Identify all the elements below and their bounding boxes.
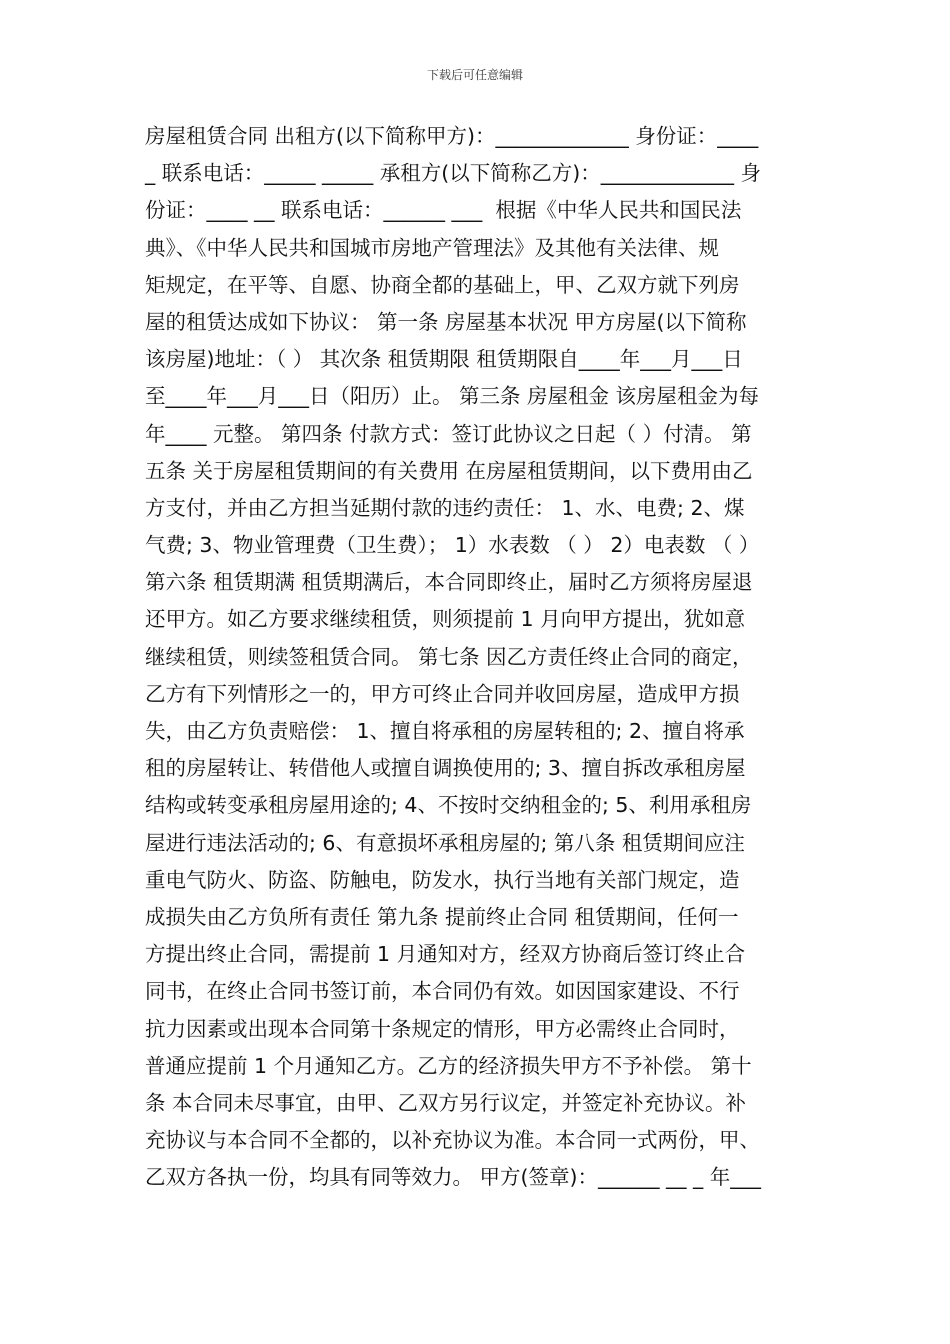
text-line: _ 联系电话：_____ _____ 承租方(以下简称乙方)：_____________ 身 [145,161,762,186]
text-line: 乙方有下列情形之一的，甲方可终止合同并收回房屋，造成甲方损 [145,681,740,706]
text-line: 第六条 租赁期满 租赁期满后，本合同即终止，届时乙方须将房屋退 [145,570,753,595]
text-line: 充协议与本合同不全都的，以补充协议为准。本合同一式两份，甲、 [145,1128,760,1153]
text-line: 屋进行违法活动的; 6、有意损坏承租房屋的; 第八条 租赁期间应注 [145,830,745,855]
text-line: 矩规定，在平等、自愿、协商全都的基础上，甲、乙双方就下列房 [145,272,740,297]
text-line: 该房屋)地址：（ ） 其次条 租赁期限 租赁期限自____年___月___日 [145,347,743,372]
text-line: 结构或转变承租房屋用途的; 4、不按时交纳租金的; 5、利用承租房 [145,793,752,818]
text-line: 典》、《中华人民共和国城市房地产管理法》及其他有关法律、规 [145,235,719,260]
text-line: 五条 关于房屋租赁期间的有关费用 在房屋租赁期间，以下费用由乙 [145,458,753,483]
page-header: 下载后可任意编辑 [426,68,523,82]
text-line: 租的房屋转让、转借他人或擅自调换使用的; 3、擅自拆改承租房屋 [145,756,746,781]
contract-body [145,118,810,1196]
text-line: 至____年___月___日（阳历）止。 第三条 房屋租金 该房屋租金为每 [145,384,760,409]
text-line: 普通应提前 1 个月通知乙方。乙方的经济损失甲方不予补偿。 第十 [145,1053,752,1078]
text-line: 失，由乙方负责赔偿： 1、擅自将承租的房屋转租的; 2、擅自将承 [145,719,745,743]
text-line: 年____ 元整。 第四条 付款方式：签订此协议之日起（ ）付清。 第 [145,421,752,446]
text-line: 方支付，并由乙方担当延期付款的违约责任： 1、水、电费; 2、煤 [145,495,745,520]
text-line: 份证：____ __ 联系电话：______ ___ 根据《中华人民共和国民法 [145,198,742,223]
text-line: 重电气防火、防盗、防触电，防发水，执行当地有关部门规定，造 [145,867,740,892]
text-line: 屋的租赁达成如下协议： 第一条 房屋基本状况 甲方房屋(以下简称 [145,309,747,334]
text-line: 继续租赁，则续签租赁合同。 第七条 因乙方责任终止合同的商定， [145,644,753,669]
text-line: 抗力因素或出现本合同第十条规定的情形，甲方必需终止合同时， [145,1016,740,1041]
text-line: 乙双方各执一份，均具有同等效力。 甲方(签章)：______ __ _ 年___ [145,1165,762,1190]
text-line: 同书，在终止合同书签订前，本合同仍有效。如因国家建设、不行 [145,979,740,1004]
text-line: 方提出终止合同，需提前 1 月通知对方，经双方协商后签订终止合 [145,942,746,967]
text-line: 房屋租赁合同 出租方(以下简称甲方)：_____________ 身份证：____ [145,124,759,148]
text-line: 条 本合同未尽事宜，由甲、乙双方另行议定，并签定补充协议。补 [145,1090,747,1115]
text-line: 气费; 3、物业管理费（卫生费）； 1）水表数 （ ） 2）电表数 （ ） [145,533,760,558]
text-line: 还甲方。如乙方要求继续租赁，则须提前 1 月向甲方提出，犹如意 [145,607,746,632]
text-line: 成损失由乙方负所有责任 第九条 提前终止合同 租赁期间，任何一 [145,904,739,929]
